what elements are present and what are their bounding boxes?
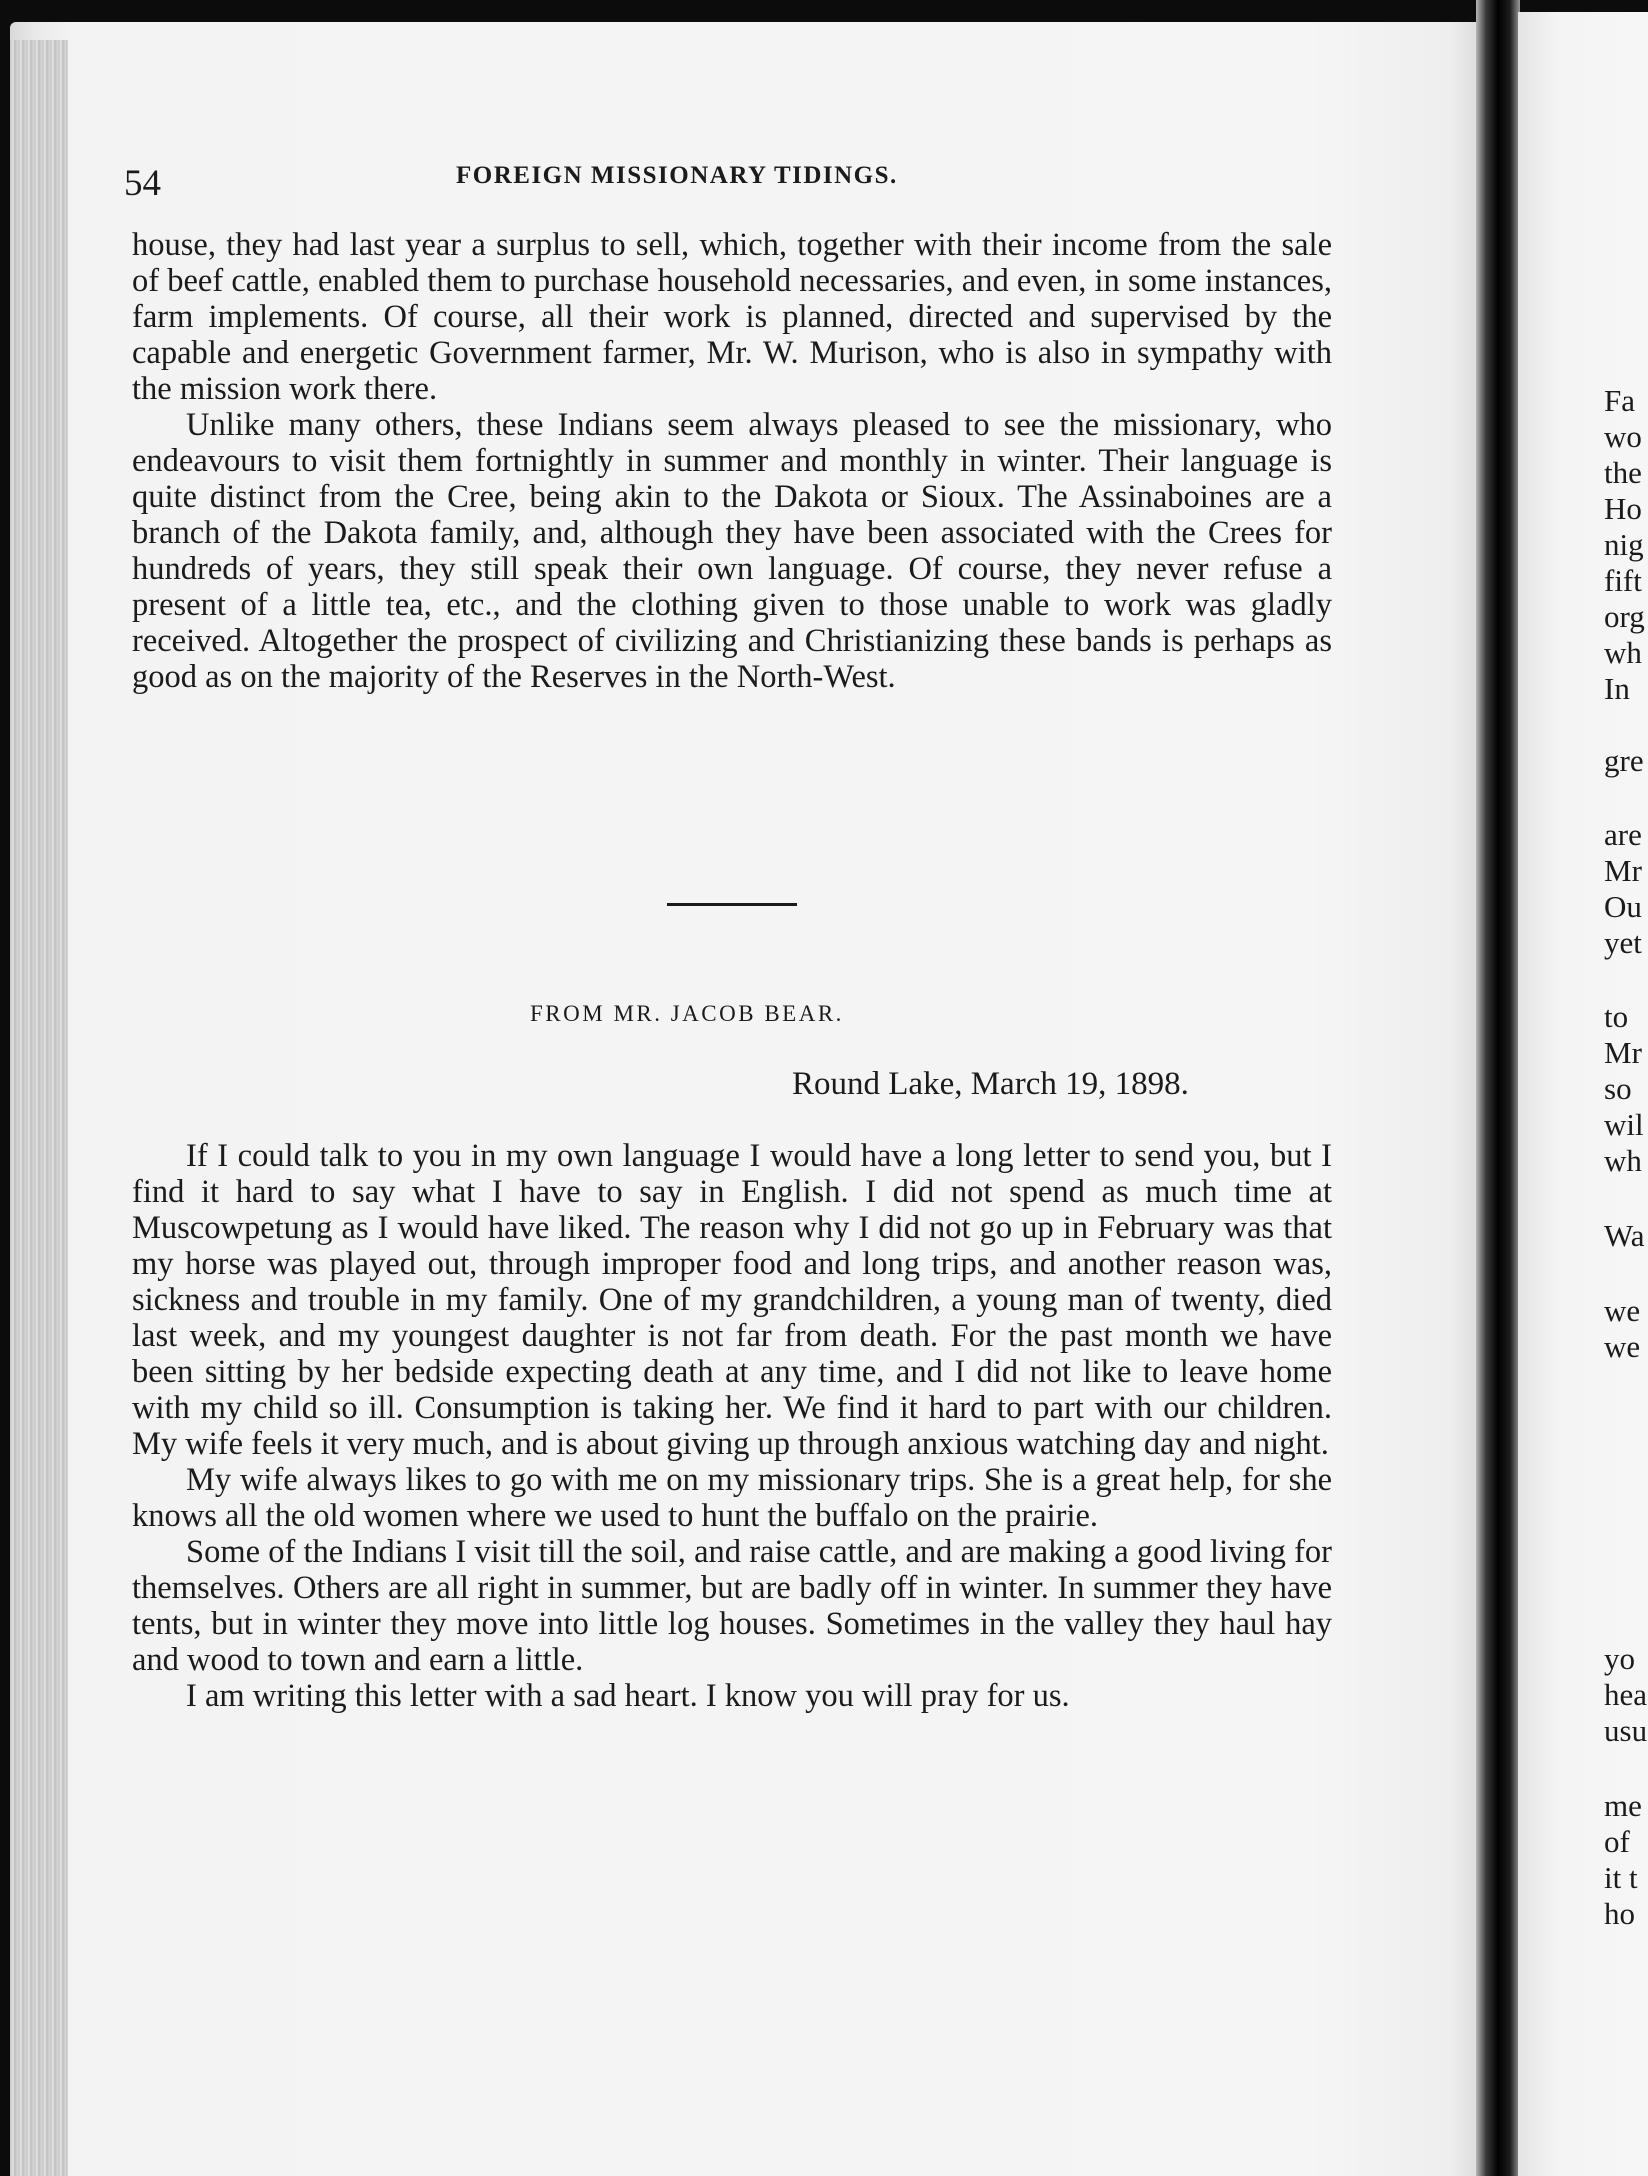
facing-page-fragment: Mr xyxy=(1604,1035,1642,1070)
facing-page-fragment: In xyxy=(1604,671,1630,706)
paragraph: I am writing this letter with a sad heart. I know you will pray for us. xyxy=(186,1678,1070,1714)
paragraph: Some of the Indians I visit till the soil, and raise cattle, and are making a good living for themselves. Others are all right in summer, but are badly off in winter. In summer they have tents, but in winter they move into little log houses. Sometimes in the valley they haul hay and wood to town and earn a little. xyxy=(132,1534,1332,1678)
facing-page-fragment: wh xyxy=(1604,1143,1642,1178)
paragraph: house, they had last year a surplus to sell, which, together with their income from the sale of beef cattle, enabled them to purchase household necessaries, and even, in some instances, farm implements. Of course, all their work is planned, directed and supervised by the capable and energetic Government farmer, Mr. W. Murison, who is also in sympathy with the mission work there. xyxy=(132,227,1332,407)
facing-page-fragment: are xyxy=(1604,817,1642,852)
facing-page-fragment: to xyxy=(1604,999,1629,1034)
facing-page-fragment: the xyxy=(1604,455,1642,490)
facing-page-fragment: usu xyxy=(1604,1713,1648,1748)
facing-page-fragment: ho xyxy=(1604,1896,1635,1931)
facing-page-fragment: Mr xyxy=(1604,853,1642,888)
facing-page-fragment: Fa xyxy=(1604,383,1635,418)
facing-page-fragment: org xyxy=(1604,599,1645,634)
facing-page-fragment: me xyxy=(1604,1788,1642,1823)
facing-page-fragment: wil xyxy=(1604,1107,1644,1142)
page-number: 54 xyxy=(124,163,161,204)
facing-page-fragment: wh xyxy=(1604,635,1642,670)
facing-page-fragment: wo xyxy=(1604,419,1642,454)
paragraph: Unlike many others, these Indians seem always pleased to see the missionary, who endeavours to visit them fortnightly in summer and monthly in winter. Their language is quite distinct from the Cree, being akin to the Dakota or Sioux. The Assinaboines are a branch of the Dakota family, and, although they have been associated with the Crees for hundreds of years, they still speak their own language. Of course, they never refuse a present of a little tea, etc., and the clothing given to those unable to work was gladly received. Altogether the prospect of civilizing and Christianizing these bands is perhaps as good as on the majority of the Reserves in the North-West. xyxy=(132,407,1332,695)
facing-page-fragment: nig xyxy=(1604,527,1644,562)
facing-page-fragment: it t xyxy=(1604,1860,1638,1895)
facing-page-fragment: Ou xyxy=(1604,889,1642,924)
facing-page-fragment: gre xyxy=(1604,743,1644,778)
facing-page-fragment: fift xyxy=(1604,563,1642,598)
facing-page-fragment: Ho xyxy=(1604,491,1642,526)
opening-text xyxy=(132,227,1332,695)
section-title: FROM MR. JACOB BEAR. xyxy=(530,1001,844,1026)
facing-page-fragment: yo xyxy=(1604,1641,1635,1676)
running-head: FOREIGN MISSIONARY TIDINGS. xyxy=(456,162,898,189)
dateline: Round Lake, March 19, 1898. xyxy=(792,1066,1189,1102)
facing-page-fragment: hea xyxy=(1604,1677,1648,1712)
page-edges xyxy=(10,40,68,2176)
letter-text xyxy=(132,1138,1332,1714)
facing-page-fragment: we xyxy=(1604,1293,1641,1328)
facing-page-fragment: we xyxy=(1604,1329,1641,1364)
facing-page-fragment: yet xyxy=(1604,925,1642,960)
facing-page-fragment: Wa xyxy=(1604,1218,1645,1253)
paragraph: If I could talk to you in my own language I would have a long letter to send you, but I find it hard to say what I have to say in English. I did not spend as much time at Muscowpetung as I would have liked. The reason why I did not go up in February was that my horse was played out, through improper food and long trips, and another reason was, sickness and trouble in my family. One of my grandchildren, a young man of twenty, died last week, and my youngest daughter is not far from death. For the past month we have been sitting by her bedside expecting death at any time, and I did not like to leave home with my child so ill. Consumption is taking her. We find it hard to part with our children. My wife feels it very much, and is about giving up through anxious watching day and night. xyxy=(132,1138,1332,1462)
paragraph: My wife always likes to go with me on my missionary trips. She is a great help, for she knows all the old women where we used to hunt the buffalo on the prairie. xyxy=(132,1462,1332,1534)
facing-page-fragment: so xyxy=(1604,1071,1632,1106)
section-divider xyxy=(667,903,797,906)
book-gutter xyxy=(1476,0,1520,2176)
facing-page-fragment: of xyxy=(1604,1824,1630,1859)
